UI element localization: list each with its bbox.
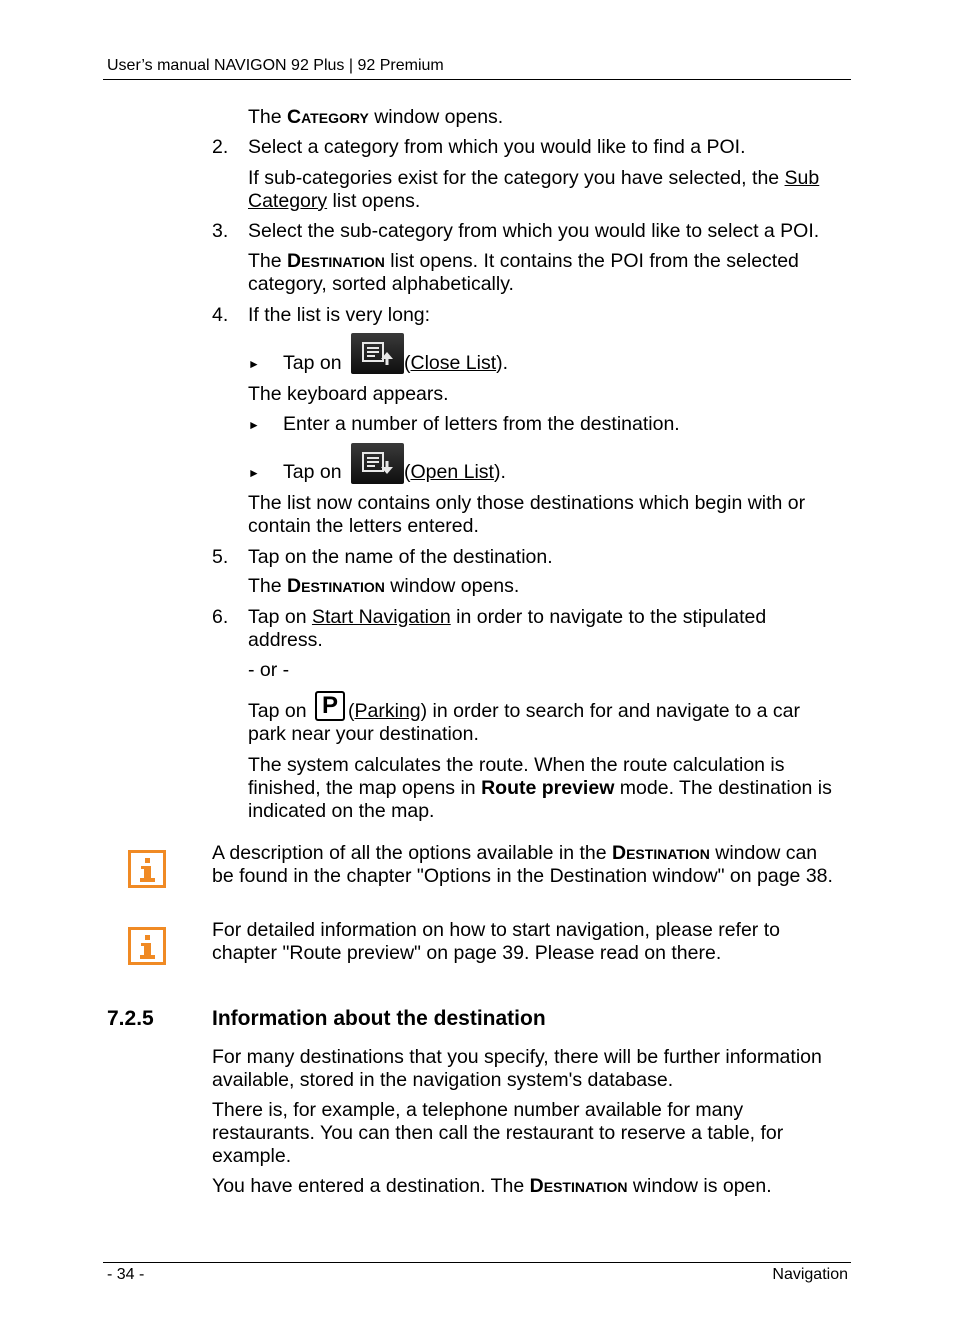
step-number: 6. [212, 606, 229, 628]
footer-section: Navigation [772, 1266, 848, 1283]
destination-list-text-cont: category, sorted alphabetically. [248, 273, 514, 295]
info-icon [128, 850, 166, 888]
step-number: 3. [212, 220, 229, 242]
open-list-link: Open List [410, 461, 494, 483]
tap-on-text: Tap on [283, 352, 342, 374]
open-list-label: (Open List). [404, 461, 506, 483]
route-calc-text-2: finished, the map opens in Route preview mode. The destination is [248, 777, 832, 799]
step-6-text-cont: address. [248, 629, 323, 651]
enter-letters-text: Enter a number of letters from the destination. [283, 413, 680, 435]
or-separator: - or - [248, 659, 290, 681]
sub-category-link-cont: Category [248, 190, 328, 212]
keyboard-text: The keyboard appears. [248, 383, 449, 405]
step-3-text: Select the sub-category from which you would like to select a POI. [248, 220, 820, 242]
footer-rule [103, 1262, 851, 1263]
step-2-text: Select a category from which you would like to find a POI. [248, 136, 746, 158]
section-paragraph-2: There is, for example, a telephone number available for many [212, 1099, 744, 1121]
parking-icon: P [315, 691, 345, 721]
triangle-bullet-icon: ► [248, 466, 260, 480]
section-paragraph-1-cont: available, stored in the navigation system's database. [212, 1069, 674, 1091]
step-4-text: If the list is very long: [248, 304, 431, 326]
list-contains-text: The list now contains only those destinations which begin with or [248, 492, 806, 514]
tap-on-text: Tap on [283, 461, 342, 483]
route-calc-text: The system calculates the route. When the route calculation is [248, 754, 785, 776]
open-list-icon [351, 443, 404, 484]
parking-text-cont: park near your destination. [248, 723, 479, 745]
start-navigation-link: Start Navigation [311, 606, 451, 628]
step-number: 4. [212, 304, 229, 326]
subcategory-text-cont: Category list opens. [248, 190, 421, 212]
note-2-text-cont: chapter "Route preview" on page 39. Please read on there. [212, 942, 722, 964]
parking-text: (Parking) in order to search for and navigate to a car [348, 700, 800, 722]
category-opens-text: The Category window opens. [248, 106, 504, 128]
parking-tap-text: Tap on [248, 700, 307, 722]
section-number: 7.2.5 [107, 1007, 154, 1030]
info-icon [128, 927, 166, 965]
triangle-bullet-icon: ► [248, 357, 260, 371]
close-list-label: (Close List). [404, 352, 509, 374]
step-number: 2. [212, 136, 229, 158]
page-header-title: User’s manual NAVIGON 92 Plus | 92 Premium [107, 57, 444, 74]
section-title: Information about the destination [212, 1007, 546, 1030]
close-list-icon [351, 333, 404, 374]
section-paragraph-3: You have entered a destination. The Destination window is open. [212, 1175, 772, 1197]
destination-opens-text: The Destination window opens. [248, 575, 520, 597]
subcategory-text: If sub-categories exist for the category you have selected, the Sub [248, 167, 820, 189]
section-paragraph-2-end: example. [212, 1145, 292, 1167]
note-1-text: A description of all the options available in the Destination window can [212, 842, 818, 864]
step-number: 5. [212, 546, 229, 568]
note-1-text-cont: be found in the chapter "Options in the Destination window" on page 38. [212, 865, 833, 887]
section-paragraph-1: For many destinations that you specify, there will be further information [212, 1046, 822, 1068]
section-paragraph-2-cont: restaurants. You can then call the restaurant to reserve a table, for [212, 1122, 784, 1144]
route-calc-text-3: indicated on the map. [248, 800, 435, 822]
step-6-text: Tap on Start Navigation in order to navigate to the stipulated [248, 606, 767, 628]
note-2-text: For detailed information on how to start navigation, please refer to [212, 919, 780, 941]
destination-list-text: The Destination list opens. It contains the POI from the selected [248, 250, 799, 272]
header-rule [103, 79, 851, 80]
step-5-text: Tap on the name of the destination. [248, 546, 553, 568]
page-number: - 34 - [107, 1266, 145, 1283]
close-list-link: Close List [410, 352, 497, 374]
list-contains-text-cont: contain the letters entered. [248, 515, 479, 537]
parking-link: Parking [354, 700, 421, 722]
triangle-bullet-icon: ► [248, 418, 260, 432]
sub-category-link: Sub [784, 167, 820, 189]
